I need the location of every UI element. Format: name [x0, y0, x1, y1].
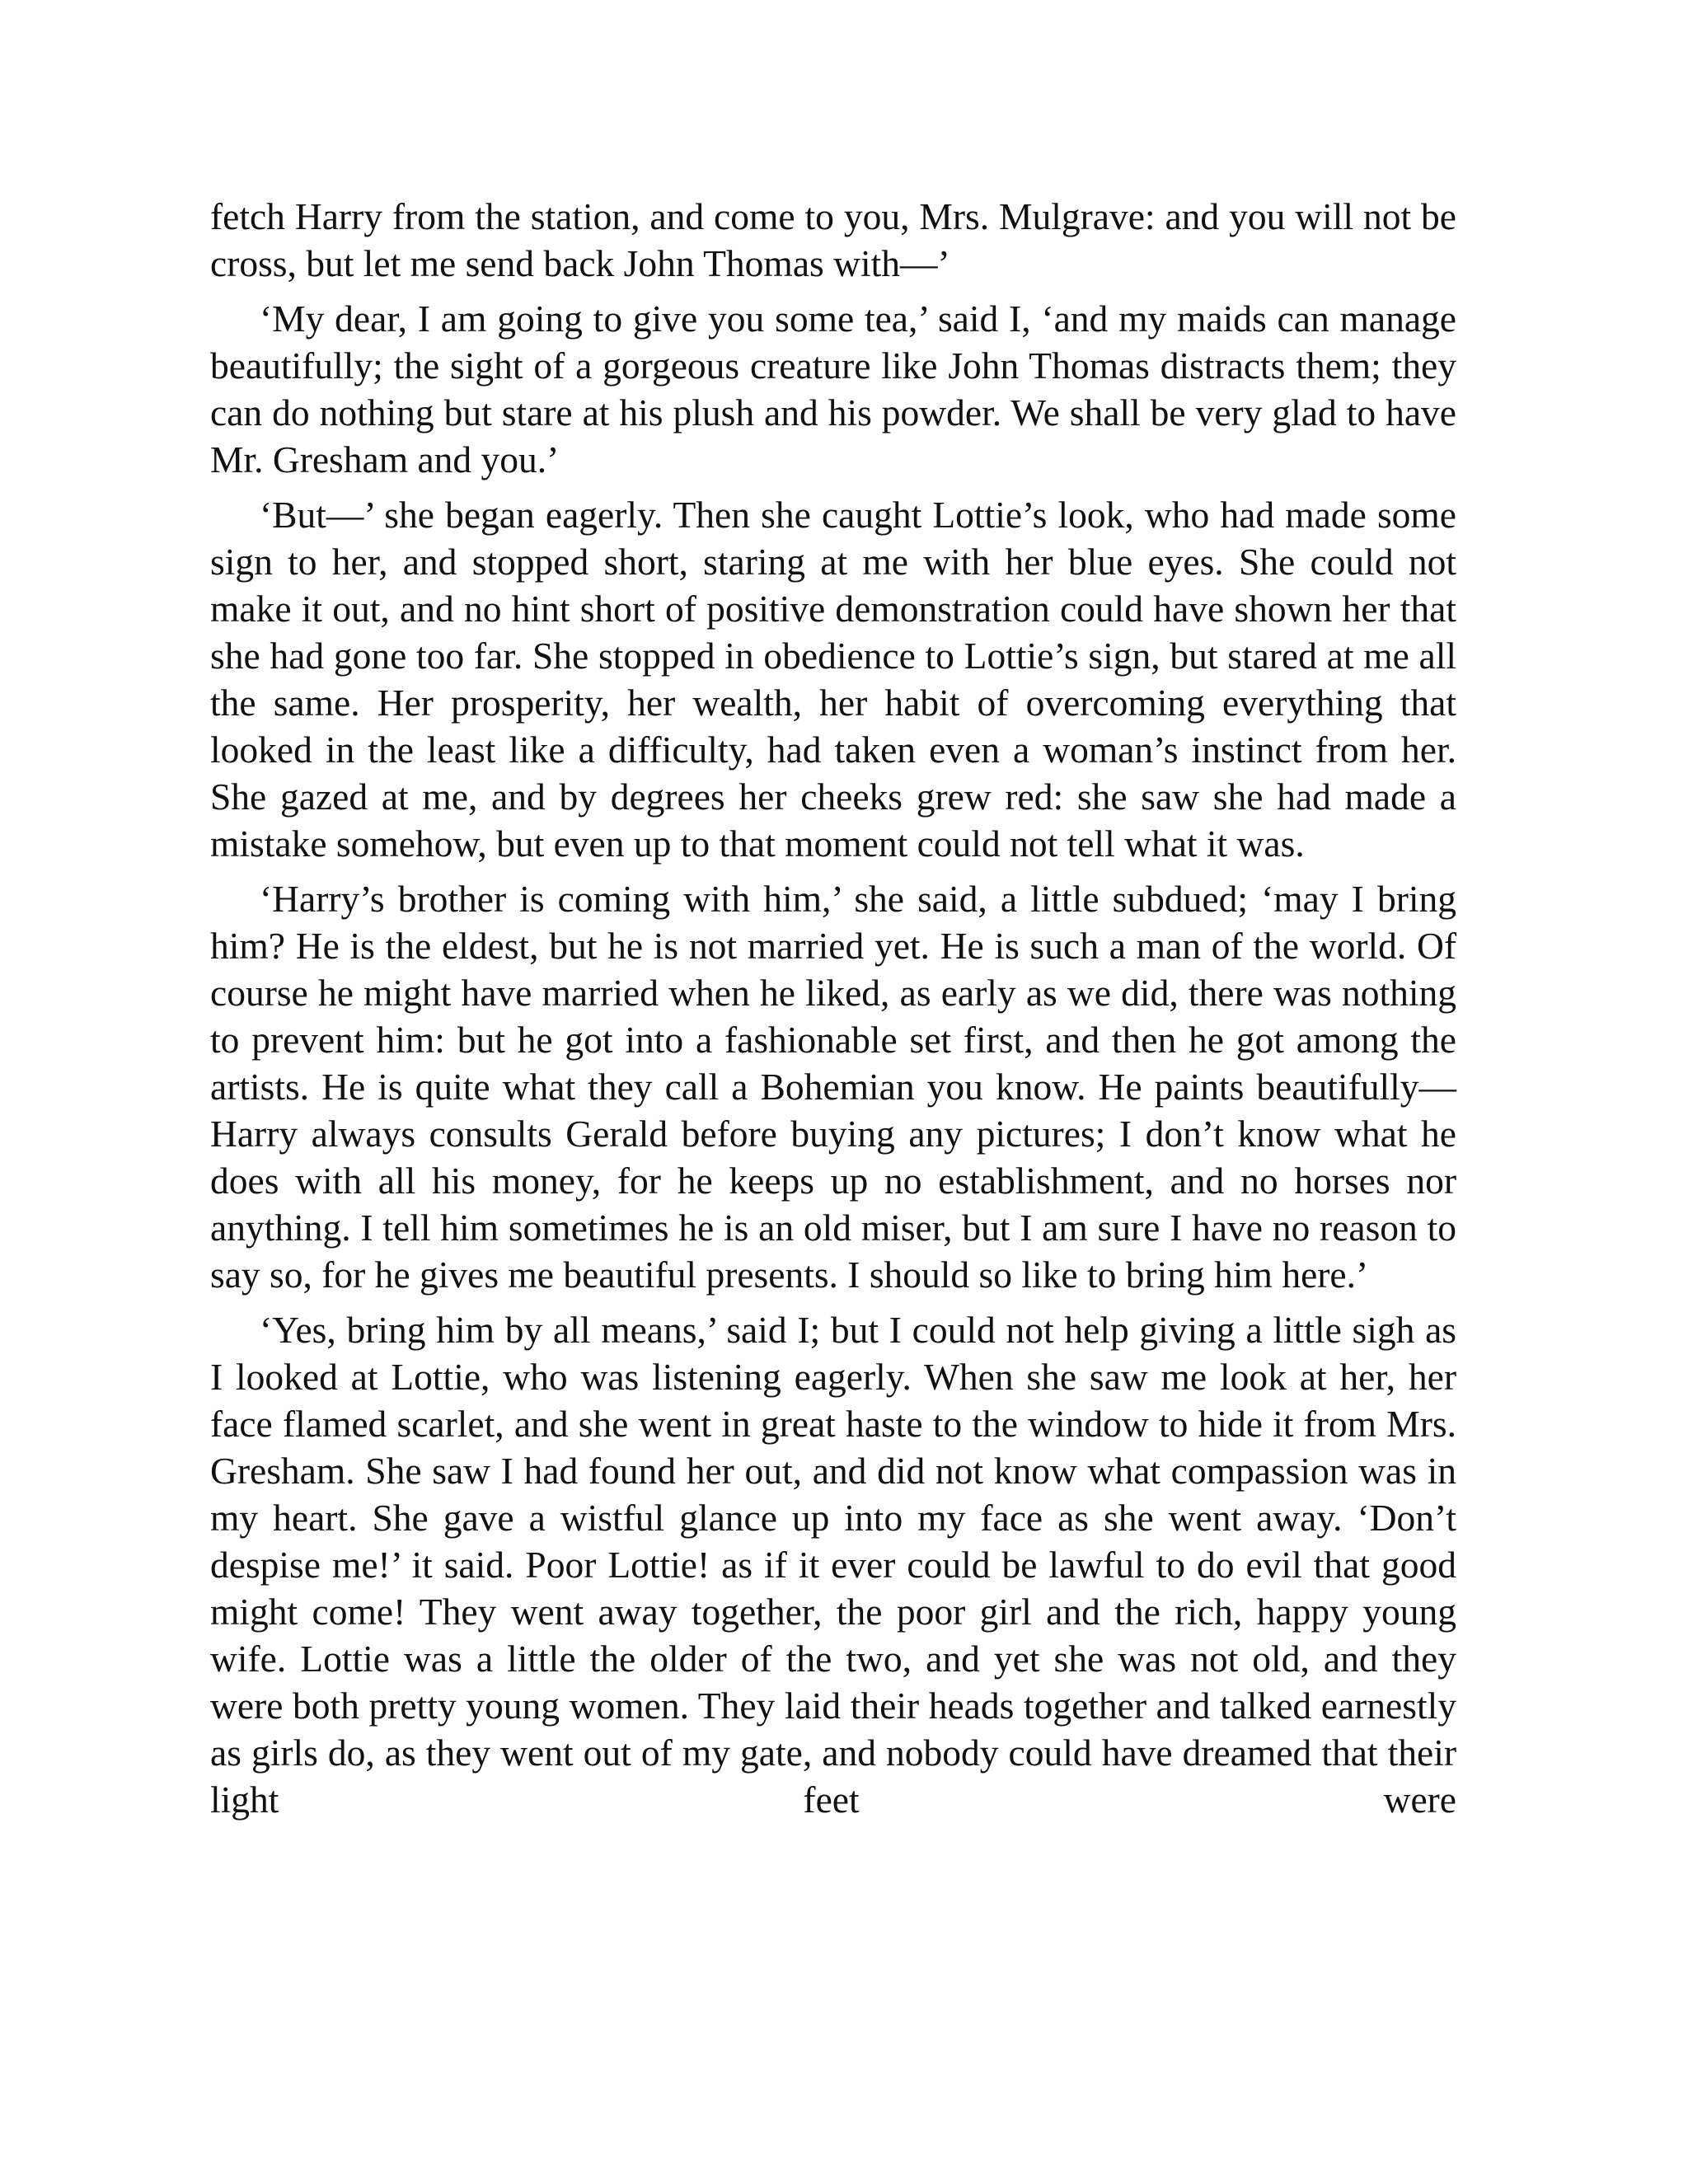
paragraph-1: fetch Harry from the station, and come to you, Mrs. Mulgrave: and you will not be cross, but let me send back John Thomas with—’ [210, 195, 1456, 284]
paragraph-4: ‘Harry’s brother is coming with him,’ she said, a little subdued; ‘may I bring him? He is the eldest, but he is not married yet. He is such a man of the world. Of course he might have married when he liked, as early as we did, there was nothing to prevent him: but he got into a fashionable set first, and then he got among the artists. He is quite what they call a Bohemian you know. He paints beautifully—Harry always consults Gerald before buying any pictures; I don’t know what he does with all his money, for he keeps up no establishment, and no horses nor anything. I tell him sometimes he is an old miser, but I am sure I have no reason to say so, for he gives me beautiful presents. I should so like to bring him here.’ [210, 878, 1456, 1296]
paragraph-2: ‘My dear, I am going to give you some tea,’ said I, ‘and my maids can manage beautifully; the sight of a gorgeous creature like John Thomas distracts them; they can do nothing but stare at his plush and his powder. We shall be very glad to have Mr. Gresham and you.’ [210, 298, 1456, 480]
paragraph-3: ‘But—’ she began eagerly. Then she caught Lottie’s look, who had made some sign to her, and stopped short, staring at me with her blue eyes. She could not make it out, and no hint short of positive demonstration could have shown her that she had gone too far. She stopped in obedience to Lottie’s sign, but stared at me all the same. Her prosperity, her wealth, her habit of overcoming everything that looked in the least like a difficulty, had taken even a woman’s instinct from her. She gazed at me, and by degrees her cheeks grew red: she saw she had made a mistake somehow, but even up to that moment could not tell what it was. [210, 494, 1456, 865]
body-text [210, 193, 1456, 1831]
paragraph-5: ‘Yes, bring him by all means,’ said I; but I could not help giving a little sigh as I looked at Lottie, who was listening eagerly. When she saw me look at her, her face flamed scarlet, and she went in great haste to the window to hide it from Mrs. Gresham. She saw I had found her out, and did not know what compassion was in my heart. She gave a wistful glance up into my face as she went away. ‘Don’t despise me!’ it said. Poor Lottie! as if it ever could be lawful to do evil that good might come! They went away together, the poor girl and the rich, happy young wife. Lottie was a little the older of the two, and yet she was not old, and they were both pretty young women. They laid their heads together and talked earnestly as girls do, as they went out of my gate, and nobody could have dreamed that their light feet were [210, 1309, 1456, 1821]
